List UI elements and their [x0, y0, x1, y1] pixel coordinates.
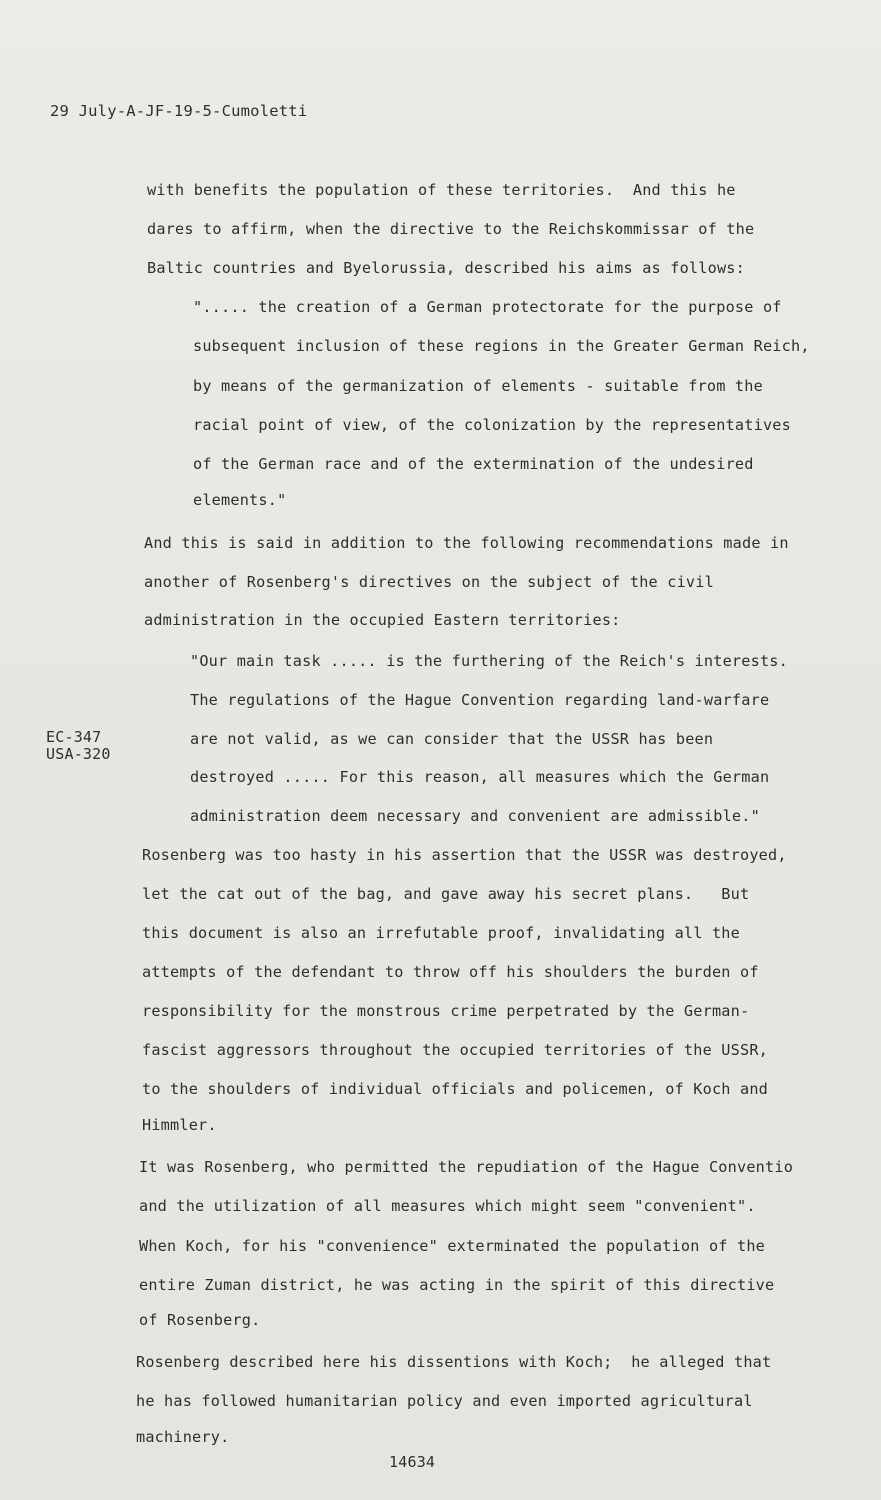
text-line: And this is said in addition to the following recommendations made in	[144, 534, 789, 552]
text-line: Himmler.	[142, 1116, 217, 1134]
text-line: machinery.	[136, 1428, 230, 1446]
quote-line: are not valid, as we can consider that the USSR has been	[190, 730, 714, 748]
quote-line: "Our main task ..... is the furthering of the Reich's interests.	[190, 652, 788, 670]
quote-line: of the German race and of the extermination of the undesired	[193, 455, 754, 473]
exhibit-reference: USA-320	[46, 745, 111, 763]
text-line: responsibility for the monstrous crime perpetrated by the German-	[142, 1002, 750, 1020]
text-line: to the shoulders of individual officials and policemen, of Koch and	[142, 1080, 769, 1098]
text-line: another of Rosenberg's directives on the subject of the civil	[144, 573, 714, 591]
text-line: dares to affirm, when the directive to the Reichskommissar of the	[147, 220, 755, 238]
quote-line: racial point of view, of the colonization by the representatives	[193, 416, 791, 434]
text-line: this document is also an irrefutable proof, invalidating all the	[142, 924, 740, 942]
text-line: fascist aggressors throughout the occupied territories of the USSR,	[142, 1041, 769, 1059]
text-line: entire Zuman district, he was acting in the spirit of this directive	[139, 1276, 775, 1294]
exhibit-reference: EC-347	[46, 728, 102, 746]
text-line: with benefits the population of these territories. And this he	[147, 181, 736, 199]
text-line: It was Rosenberg, who permitted the repudiation of the Hague Conventio	[139, 1158, 794, 1176]
quote-line: by means of the germanization of elements - suitable from the	[193, 377, 763, 395]
document-header: 29 July-A-JF-19-5-Cumoletti	[50, 102, 308, 120]
text-line: he has followed humanitarian policy and even imported agricultural	[136, 1392, 753, 1410]
text-line: Rosenberg was too hasty in his assertion that the USSR was destroyed,	[142, 846, 787, 864]
text-line: of Rosenberg.	[139, 1311, 261, 1329]
text-line: let the cat out of the bag, and gave away his secret plans. But	[142, 885, 750, 903]
quote-line: destroyed ..... For this reason, all measures which the German	[190, 768, 770, 786]
quote-line: "..... the creation of a German protectorate for the purpose of	[193, 298, 782, 316]
text-line: When Koch, for his "convenience" exterminated the population of the	[139, 1237, 766, 1255]
quote-line: The regulations of the Hague Convention regarding land-warfare	[190, 691, 770, 709]
text-line: administration in the occupied Eastern territories:	[144, 611, 621, 629]
text-line: Baltic countries and Byelorussia, described his aims as follows:	[147, 259, 745, 277]
text-line: Rosenberg described here his dissentions with Koch; he alleged that	[136, 1353, 772, 1371]
quote-line: subsequent inclusion of these regions in the Greater German Reich,	[193, 337, 810, 355]
quote-line: elements."	[193, 491, 287, 509]
text-line: attempts of the defendant to throw off his shoulders the burden of	[142, 963, 759, 981]
text-line: and the utilization of all measures which might seem "convenient".	[139, 1197, 756, 1215]
quote-line: administration deem necessary and convenient are admissible."	[190, 807, 760, 825]
page-number: 14634	[389, 1453, 436, 1471]
